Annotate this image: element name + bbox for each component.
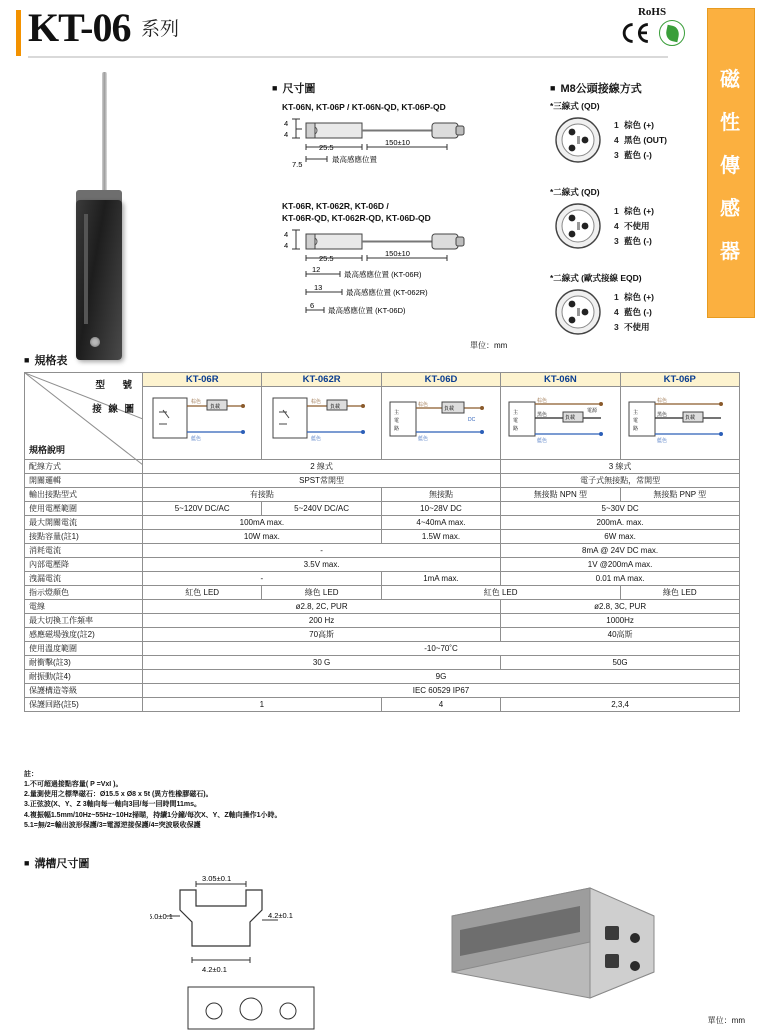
pin-number-2-2: 4	[614, 220, 619, 231]
svg-text:藍色: 藍色	[310, 436, 321, 442]
spec-cell-9-0: 紅色 LED	[143, 586, 262, 600]
table-row	[25, 656, 740, 670]
svg-text:25.5: 25.5	[319, 143, 334, 153]
wiring-group-1-label: *三線式 (QD)	[550, 101, 600, 111]
svg-text:最高感應位置: 最高感應位置	[332, 155, 377, 165]
circuit-diagram-1	[147, 388, 257, 456]
pin-text-3-3: 不使用	[624, 321, 650, 332]
spec-corner-wiring: 接 線 圖	[92, 404, 136, 415]
table-row	[25, 642, 740, 656]
table-row	[25, 516, 740, 530]
spec-corner-cell	[25, 373, 143, 460]
spec-cell-14-0: 30 G	[143, 656, 501, 670]
spec-row-label-3: 使用電壓範圍	[25, 502, 143, 516]
spec-cell-5-2: 6W max.	[501, 530, 740, 544]
table-row	[25, 600, 740, 614]
spec-cell-3-2: 10~28V DC	[381, 502, 500, 516]
wiring-diagram-cell-1	[143, 387, 262, 460]
wiring-group-2-label: *二線式 (QD)	[550, 187, 600, 197]
spec-cell-5-1: 1.5W max.	[381, 530, 500, 544]
table-row	[25, 558, 740, 572]
pin-text-2-1: 棕色 (+)	[624, 205, 654, 216]
groove-drawing	[150, 876, 380, 976]
circuit-diagram-5	[625, 388, 735, 456]
wiring-diagram-cell-3	[381, 387, 500, 460]
spec-cell-7-1: 1V @200mA max.	[501, 558, 740, 572]
pin-text-1-2: 黑色 (OUT)	[624, 134, 667, 145]
wiring-section-title: ■ M8公頭接線方式	[550, 80, 720, 96]
spec-cell-2-2: 無接點 NPN 型	[501, 488, 620, 502]
table-row	[25, 502, 740, 516]
dimension-section-title: ■ 尺寸圖	[272, 80, 512, 96]
svg-text:棕色: 棕色	[537, 398, 548, 404]
spec-cell-2-3: 無接點 PNP 型	[620, 488, 739, 502]
wiring-group-1	[550, 114, 720, 166]
spec-cell-13-0: -10~70˚C	[143, 642, 740, 656]
dimension-group2-label-a: KT-06R, KT-062R, KT-06D /	[282, 201, 389, 212]
side-tab-char-1: 磁	[720, 68, 742, 91]
pin-text-3-1: 棕色 (+)	[624, 291, 654, 302]
svg-text:13: 13	[314, 283, 323, 293]
spec-row-label-4: 最大開關電流	[25, 516, 143, 530]
svg-text:負載: 負載	[684, 415, 695, 421]
rohs-label: RoHS	[637, 6, 667, 18]
svg-text:黑色: 黑色	[537, 412, 548, 418]
pin-text-2-2: 不使用	[624, 220, 650, 231]
table-row	[25, 572, 740, 586]
dimension-section	[272, 80, 512, 358]
spec-table	[24, 372, 740, 712]
ce-icon	[619, 22, 653, 44]
svg-text:5.0±0.1: 5.0±0.1	[150, 912, 173, 921]
spec-cell-17-0: 1	[143, 698, 382, 712]
svg-text:3.05±0.1: 3.05±0.1	[202, 876, 232, 883]
rohs-block	[619, 6, 685, 46]
spec-corner-spec: 規格說明	[29, 445, 66, 455]
svg-text:7.5: 7.5	[292, 160, 303, 170]
spec-cell-0-1: 3 線式	[501, 460, 740, 474]
svg-text:6: 6	[310, 301, 315, 311]
product-photo	[30, 72, 230, 362]
spec-cell-11-1: 1000Hz	[501, 614, 740, 628]
table-row	[25, 698, 740, 712]
eco-leaf-icon	[659, 20, 685, 46]
spec-cell-12-1: 40高斯	[501, 628, 740, 642]
spec-cell-2-1: 無接點	[381, 488, 500, 502]
pin-text-2-3: 藍色 (-)	[624, 235, 652, 246]
svg-text:最高感應位置 (KT-06R): 最高感應位置 (KT-06R)	[344, 270, 422, 280]
spec-cell-17-2: 2,3,4	[501, 698, 740, 712]
pin-number-1-2: 4	[614, 134, 619, 145]
dimension-group2-label-b: KT-06R-QD, KT-062R-QD, KT-06D-QD	[282, 212, 431, 223]
spec-cell-3-0: 5~120V DC/AC	[143, 502, 262, 516]
table-row	[25, 488, 740, 502]
spec-row-label-7: 內部電壓降	[25, 558, 143, 572]
spec-row-label-9: 指示燈顏色	[25, 586, 143, 600]
wiring-group-3	[550, 286, 720, 338]
spec-cell-0-0: 2 線式	[143, 460, 501, 474]
spec-model-1: KT-06R	[143, 373, 262, 387]
sensor-led-indicator	[90, 337, 100, 347]
wiring-section	[550, 80, 720, 338]
svg-text:負載: 負載	[329, 404, 340, 410]
spec-row-label-8: 洩漏電流	[25, 572, 143, 586]
svg-text:路: 路	[632, 426, 638, 432]
dimension-drawing-1	[272, 115, 502, 193]
table-row	[25, 544, 740, 558]
pin-text-1-1: 棕色 (+)	[624, 119, 654, 130]
wiring-group-2	[550, 200, 720, 252]
table-row	[25, 586, 740, 600]
spec-row-label-17: 保護回路(註5)	[25, 698, 143, 712]
spec-cell-4-0: 100mA max.	[143, 516, 382, 530]
svg-text:4: 4	[284, 230, 289, 240]
dimension-unit-note: 單位：mm	[470, 341, 508, 350]
spec-cell-8-0: -	[143, 572, 382, 586]
note-item-4: 4.複振幅1.5mm/10Hz~55Hz~10Hz掃瞄，持續1分鐘/每次X、Y、Z軸向操作1小時。	[24, 811, 282, 819]
svg-text:路: 路	[513, 426, 519, 432]
model-title: KT-06	[28, 5, 131, 50]
spec-cell-14-1: 50G	[501, 656, 740, 670]
wiring-diagram-cell-4	[501, 387, 620, 460]
groove-block-photo	[430, 880, 660, 1000]
table-row	[25, 628, 740, 642]
pin-text-3-2: 藍色 (-)	[624, 306, 652, 317]
spec-cell-3-3: 5~30V DC	[501, 502, 740, 516]
pin-number-3-3: 3	[614, 321, 619, 332]
groove-section-title: ■ 溝槽尺寸圖	[24, 855, 89, 871]
svg-text:12: 12	[312, 265, 321, 275]
spec-cell-4-1: 4~40mA max.	[381, 516, 500, 530]
spec-cell-10-0: ø2.8, 2C, PUR	[143, 600, 501, 614]
svg-text:藍色: 藍色	[191, 436, 202, 442]
spec-row-label-11: 最大切換工作頻率	[25, 614, 143, 628]
svg-text:路: 路	[393, 426, 399, 432]
groove-unit-note: 單位：mm	[707, 1016, 745, 1025]
svg-text:主: 主	[513, 410, 519, 416]
table-row	[25, 614, 740, 628]
notes-block	[24, 770, 282, 831]
spec-model-2: KT-062R	[262, 373, 381, 387]
svg-text:電: 電	[393, 418, 399, 424]
wiring-diagram-cell-5	[620, 387, 739, 460]
pin-number-1-1: 1	[614, 119, 619, 130]
wiring-group-2-pins	[614, 204, 654, 249]
spec-cell-4-2: 200mA. max.	[501, 516, 740, 530]
spec-cell-1-1: 電子式無接點，常開型	[501, 474, 740, 488]
svg-text:負載: 負載	[210, 404, 221, 410]
svg-text:棕色: 棕色	[191, 399, 202, 405]
circuit-diagram-4	[505, 388, 615, 456]
spec-cell-15-0: 9G	[143, 670, 740, 684]
spec-cell-5-0: 10W max.	[143, 530, 382, 544]
table-row	[25, 474, 740, 488]
spec-row-label-12: 感應磁場強度(註2)	[25, 628, 143, 642]
title-accent-bar	[16, 10, 21, 56]
notes-title: 註：	[24, 771, 38, 778]
spec-cell-9-1: 綠色 LED	[262, 586, 381, 600]
spec-row-label-2: 輸出接點型式	[25, 488, 143, 502]
spec-cell-9-2: 紅色 LED	[381, 586, 620, 600]
svg-text:負載: 負載	[565, 415, 576, 421]
svg-text:負載: 負載	[443, 406, 454, 412]
spec-row-label-5: 接點容量(註1)	[25, 530, 143, 544]
series-label: 系列	[140, 19, 179, 40]
svg-text:25.5: 25.5	[319, 254, 334, 264]
m8-connector-icon-2	[550, 200, 606, 252]
svg-text:黑色: 黑色	[656, 412, 667, 418]
svg-text:電源: 電源	[587, 408, 598, 414]
svg-text:4.2±0.1: 4.2±0.1	[268, 911, 293, 920]
svg-text:4: 4	[284, 119, 289, 129]
svg-text:主: 主	[632, 410, 638, 416]
wiring-diagram-cell-2	[262, 387, 381, 460]
dimension-group1-label: KT-06N, KT-06P / KT-06N-QD, KT-06P-QD	[282, 102, 446, 112]
pin-number-3-2: 4	[614, 306, 619, 317]
side-tab-char-4: 感	[720, 197, 742, 220]
table-row	[25, 530, 740, 544]
svg-text:150±10: 150±10	[385, 249, 410, 259]
wiring-group-1-pins	[614, 118, 667, 163]
spec-section-title: ■ 規格表	[24, 352, 67, 368]
svg-text:藍色: 藍色	[537, 438, 548, 444]
spec-cell-3-1: 5~240V DC/AC	[262, 502, 381, 516]
pin-number-2-1: 1	[614, 205, 619, 216]
sensor-body	[76, 200, 122, 360]
spec-corner-model: 型 號	[95, 380, 136, 391]
spec-model-5: KT-06P	[620, 373, 739, 387]
note-item-5: 5.1=無/2=輸出波形保護/3=電源逆接保護/4=突波吸收保護	[24, 821, 201, 829]
spec-cell-8-2: 0.01 mA max.	[501, 572, 740, 586]
spec-row-label-14: 耐衝擊(註3)	[25, 656, 143, 670]
svg-text:電: 電	[513, 418, 519, 424]
table-row	[25, 670, 740, 684]
wiring-group-3-pins	[614, 290, 654, 335]
pin-number-2-3: 3	[614, 235, 619, 246]
svg-text:4: 4	[284, 241, 289, 251]
svg-text:棕色: 棕色	[310, 399, 321, 405]
header-divider	[28, 56, 668, 58]
svg-text:電: 電	[632, 418, 638, 424]
spec-cell-9-3: 綠色 LED	[620, 586, 739, 600]
spec-model-4: KT-06N	[501, 373, 620, 387]
pin-text-1-3: 藍色 (-)	[624, 149, 652, 160]
spec-cell-11-0: 200 Hz	[143, 614, 501, 628]
spec-header-row	[25, 373, 740, 387]
m8-connector-icon-1	[550, 114, 606, 166]
svg-text:主: 主	[393, 410, 399, 416]
groove-top-view	[186, 985, 316, 1033]
svg-text:最高感應位置 (KT-06D): 最高感應位置 (KT-06D)	[328, 306, 406, 316]
svg-text:DC: DC	[467, 417, 476, 423]
spec-row-label-16: 保護構造等級	[25, 684, 143, 698]
spec-cell-12-0: 70高斯	[143, 628, 501, 642]
note-item-2: 2.量測使用之標準磁石：Ø15.5 x Ø8 x 5t (異方性橡膠磁石)。	[24, 791, 213, 799]
svg-text:最高感應位置 (KT-062R): 最高感應位置 (KT-062R)	[346, 288, 428, 298]
spec-cell-7-0: 3.5V max.	[143, 558, 501, 572]
note-item-1: 1.不可超過接點容量( P =VxI )。	[24, 781, 123, 789]
svg-text:棕色: 棕色	[417, 402, 428, 408]
svg-text:150±10: 150±10	[385, 138, 410, 148]
spec-cell-10-1: ø2.8, 3C, PUR	[501, 600, 740, 614]
spec-row-label-13: 使用溫度範圍	[25, 642, 143, 656]
dimension-drawing-2	[272, 226, 502, 356]
spec-cell-6-0: -	[143, 544, 501, 558]
table-row	[25, 684, 740, 698]
spec-row-label-1: 開關邏輯	[25, 474, 143, 488]
sensor-cable	[102, 72, 107, 202]
svg-text:4.2±0.1: 4.2±0.1	[202, 965, 227, 974]
side-tab-char-2: 性	[720, 111, 742, 134]
spec-cell-6-1: 8mA @ 24V DC max.	[501, 544, 740, 558]
spec-row-label-6: 消耗電流	[25, 544, 143, 558]
svg-text:藍色: 藍色	[656, 438, 667, 444]
spec-cell-2-0: 有接點	[143, 488, 382, 502]
spec-cell-1-0: SPST常開型	[143, 474, 501, 488]
spec-row-label-15: 耐振動(註4)	[25, 670, 143, 684]
svg-text:藍色: 藍色	[417, 436, 428, 442]
circuit-diagram-2	[267, 388, 377, 456]
circuit-diagram-3	[386, 388, 496, 456]
svg-text:4: 4	[284, 130, 289, 140]
side-tab-char-5: 器	[720, 240, 742, 263]
pin-number-1-3: 3	[614, 149, 619, 160]
pin-number-3-1: 1	[614, 291, 619, 302]
wiring-group-3-label: *二線式 (歐式接線 EQD)	[550, 273, 642, 283]
side-tab-char-3: 傳	[720, 154, 742, 177]
m8-connector-icon-3	[550, 286, 606, 338]
spec-cell-17-1: 4	[381, 698, 500, 712]
spec-row-label-10: 電線	[25, 600, 143, 614]
spec-cell-8-1: 1mA max.	[381, 572, 500, 586]
dimension-group2-label	[282, 201, 512, 224]
spec-row-label-0: 配線方式	[25, 460, 143, 474]
spec-model-3: KT-06D	[381, 373, 500, 387]
spec-cell-16-0: IEC 60529 IP67	[143, 684, 740, 698]
note-item-3: 3.正弦波(X、Y、Z 3軸向每一軸向3回/每一回時間11ms。	[24, 801, 201, 809]
svg-text:棕色: 棕色	[656, 398, 667, 404]
page-title	[28, 5, 179, 50]
